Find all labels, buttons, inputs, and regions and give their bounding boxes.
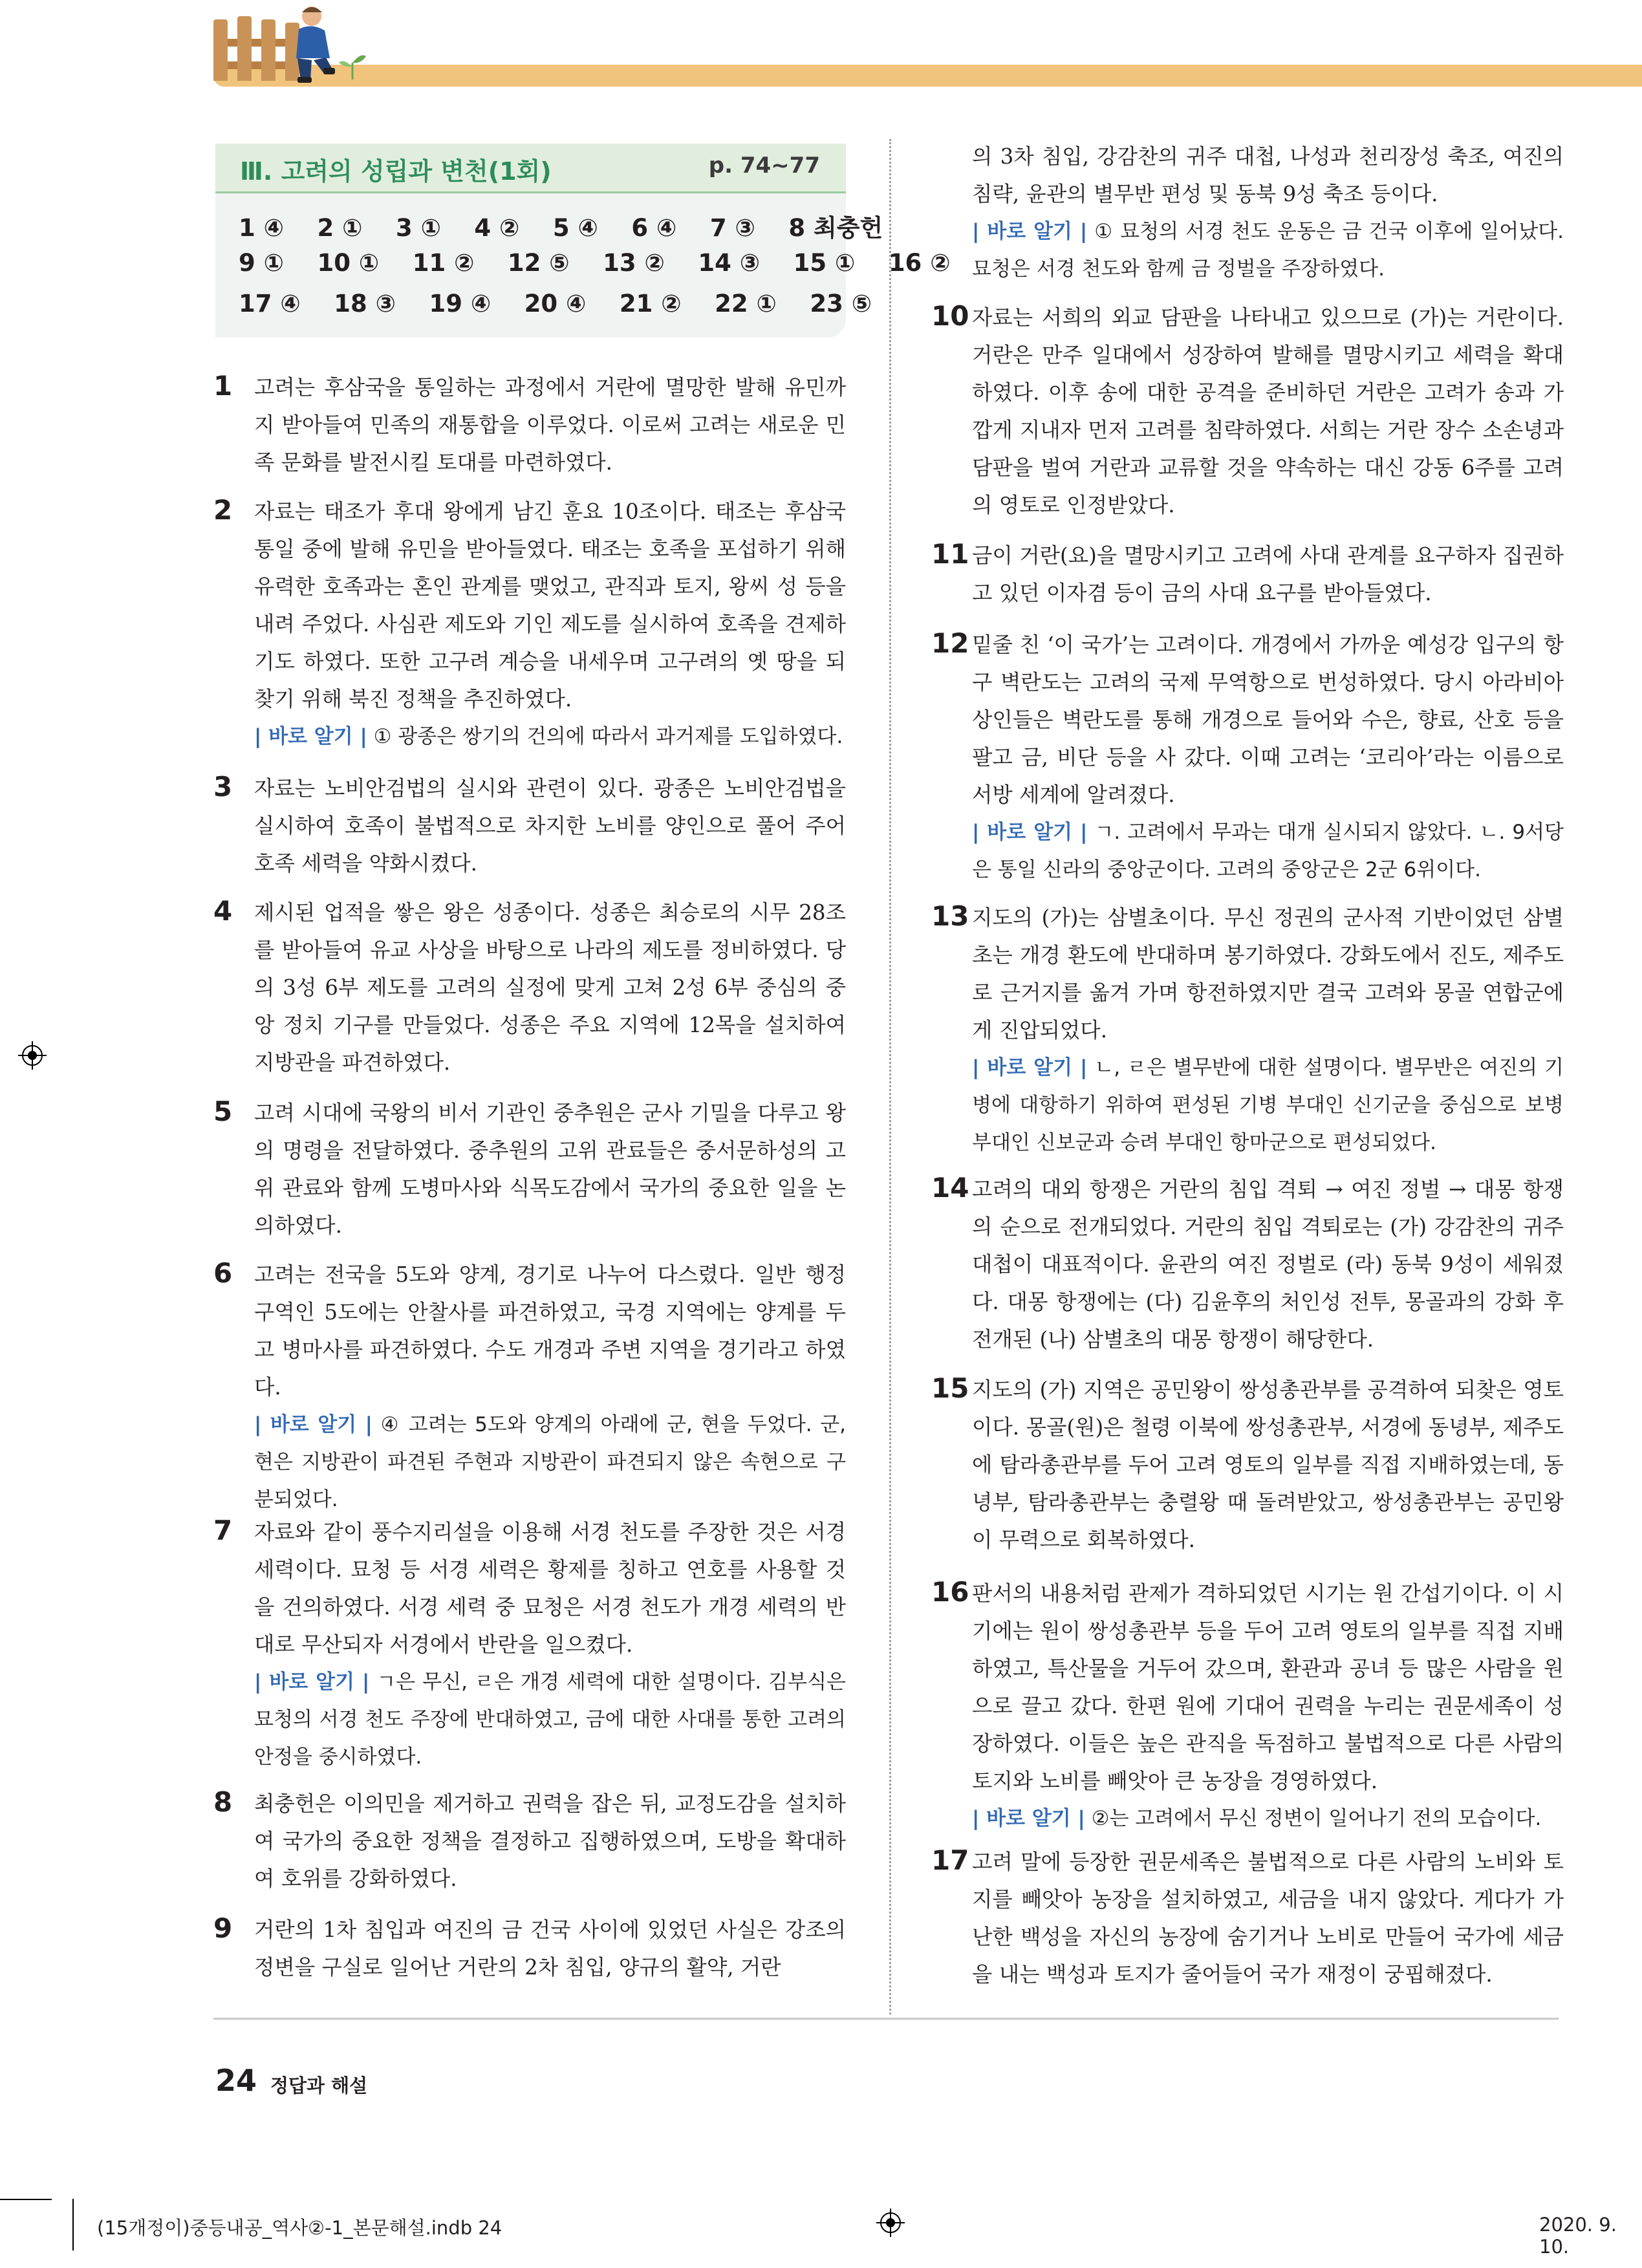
page-range: p. 74~77: [708, 153, 820, 178]
note-label: | 바로 알기 |: [254, 725, 367, 748]
note-text: ②는 고려에서 무신 정변이 일어나기 전의 모습이다.: [1091, 1807, 1542, 1830]
item-text: 지도의 (가) 지역은 공민왕이 쌍성총관부를 공격하여 되찾은 영토이다. 몽골(원)은 철령 이북에 쌍성총관부, 서경에 동녕부, 제주도에 탐라총관부를 두어 고려 영토의 일부를 직접 지배하였는데, 동녕부, 탐라총관부는 충렬왕 때 돌려받았고, 쌍성총관부는 공민왕이 무력으로 회복하였다.: [972, 1377, 1564, 1552]
print-date: 2020. 9. 10.: [1539, 2214, 1617, 2258]
note-label: | 바로 알기 |: [254, 1670, 370, 1694]
item-text: 거란의 1차 침입과 여진의 금 건국 사이에 있었던 사실은 강조의 정변을 구실로 일어난 거란의 2차 침입, 양규의 활약, 거란: [254, 1917, 846, 1980]
item-text: 고려는 후삼국을 통일하는 과정에서 거란에 멸망한 발해 유민까지 받아들여 민족의 재통합을 이루었다. 이로써 고려는 새로운 민족 문화를 발전시킬 토대를 마련하였다.: [254, 375, 846, 475]
item-number: 1: [213, 370, 233, 402]
item-number: 6: [213, 1257, 233, 1289]
item-number: 8: [213, 1786, 233, 1818]
note-label: | 바로 알기 |: [972, 821, 1088, 844]
item-text: 지도의 (가)는 삼별초이다. 무신 정권의 군사적 기반이었던 삼별초는 개경 환도에 반대하며 봉기하였다. 강화도에서 진도, 제주도로 근거지를 옮겨 가며 항전하였지만 결국 고려와 몽골 연합군에게 진압되었다.: [972, 905, 1564, 1042]
item-text: 고려는 전국을 5도와 양계, 경기로 나누어 다스렸다. 일반 행정 구역인 5도에는 안찰사를 파견하였고, 국경 지역에는 양계를 두고 병마사를 파견하였다. 수도 개경과 주변 지역을 경기라고 하였다.: [254, 1262, 846, 1399]
note-label: | 바로 알기 |: [254, 1413, 373, 1436]
item-text: 금이 거란(요)을 멸망시키고 고려에 사대 관계를 요구하자 집권하고 있던 이자겸 등이 금의 사대 요구를 받아들였다.: [972, 543, 1564, 605]
column-divider: [889, 139, 891, 2014]
print-slug: (15개정이)중등내공_역사②-1_본문해설.indb 24: [97, 2217, 502, 2239]
item-number: 13: [931, 900, 969, 932]
item-number: 3: [213, 771, 233, 803]
note-text: ④ 고려는 5도와 양계의 아래에 군, 현을 두었다. 군, 현은 지방관이 파견된 주현과 지방관이 파견되지 않은 속현으로 구분되었다.: [254, 1413, 846, 1511]
item-number: 5: [213, 1096, 233, 1127]
item-text: 고려 말에 등장한 권문세족은 불법적으로 다른 사람의 노비와 토지를 빼앗아 농장을 설치하였고, 세금을 내지 않았다. 게다가 가난한 백성을 자신의 농장에 숨기거나 노비로 만들어 국가에 세금을 내는 백성과 토지가 줄어들어 국가 재정이 궁핍해졌다.: [972, 1850, 1564, 1987]
item-number: 9: [213, 1912, 233, 1944]
item-number: 2: [213, 494, 233, 526]
note-text: ㄱ은 무신, ㄹ은 개경 세력에 대한 설명이다. 김부식은 묘청의 서경 천도 주장에 반대하였고, 금에 대한 사대를 통한 고려의 안정을 중시하였다.: [254, 1670, 846, 1769]
note-text: ① 묘청의 서경 천도 운동은 금 건국 이후에 일어났다. 묘청은 서경 천도와 함께 금 정벌을 주장하였다.: [972, 220, 1564, 281]
item-text: 고려 시대에 국왕의 비서 기관인 중추원은 군사 기밀을 다루고 왕의 명령을 전달하였다. 중추원의 고위 관료들은 중서문하성의 고위 관료와 함께 도병마사와 식목도감에서 국가의 중요한 일을 논의하였다.: [254, 1101, 846, 1238]
item-text: 제시된 업적을 쌓은 왕은 성종이다. 성종은 최승로의 시무 28조를 받아들여 유교 사상을 바탕으로 나라의 제도를 정비하였다. 당의 3성 6부 제도를 고려의 실정에 맞게 고쳐 2성 6부 중심의 중앙 정치 기구를 만들었다. 성종은 주요 지역에 12목을 설치하여 지방관을 파견하였다.: [254, 900, 846, 1075]
page-number: 24: [215, 2063, 257, 2098]
page-label: 정답과 해설: [270, 2075, 368, 2097]
note-text: ① 광종은 쌍기의 건의에 따라서 과거제를 도입하였다.: [373, 725, 843, 748]
crop-mark: [0, 2199, 52, 2200]
note-text: ㄱ. 고려에서 무과는 대개 실시되지 않았다. ㄴ. 9서당은 통일 신라의 중앙군이다. 고려의 중앙군은 2군 6위이다.: [972, 821, 1564, 881]
note-label: | 바로 알기 |: [972, 1056, 1088, 1079]
item-number: 12: [931, 627, 969, 659]
note-label: | 바로 알기 |: [972, 220, 1088, 243]
item-text: 판서의 내용처럼 관제가 격하되었던 시기는 원 간섭기이다. 이 시기에는 원이 쌍성총관부 등을 두어 고려 영토의 일부를 직접 지배하였고, 특산물을 거두어 갔으며, 환관과 공녀 등 많은 사람을 원으로 끌고 갔다. 한편 원에 기대어 권력을 누리는 권문세족이 성장하였다. 이들은 높은 관직을 독점하고 불법적으로 다른 사람의 토지와 노비를 빼앗아 큰 농장을 경영하였다.: [972, 1581, 1564, 1793]
item-number: 17: [931, 1844, 969, 1876]
item-number: 11: [931, 538, 969, 570]
item-text: 최충헌은 이의민을 제거하고 권력을 잡은 뒤, 교정도감을 설치하여 국가의 중요한 정책을 결정하고 집행하였으며, 도방을 확대하여 호위를 강화하였다.: [254, 1791, 846, 1891]
answer-row-1: 1 ④ 2 ① 3 ① 4 ② 5 ④ 6 ④ 7 ③ 8 최충헌: [239, 214, 883, 242]
item-text: 자료는 서희의 외교 담판을 나타내고 있으므로 (가)는 거란이다. 거란은 만주 일대에서 성장하여 발해를 멸망시키고 세력을 확대하였다. 이후 송에 대한 공격을 준비하던 거란은 고려가 송과 가깝게 지내자 먼저 고려를 침략하였다. 서희는 거란 장수 소손녕과 담판을 벌여 거란과 교류할 것을 약속하는 대신 강동 6주를 고려의 영토로 인정받았다.: [972, 305, 1564, 517]
item-number: 4: [213, 895, 233, 927]
item-number: 14: [931, 1172, 969, 1204]
registration-mark-icon: [18, 1041, 47, 1070]
item-number: 10: [931, 300, 969, 332]
sprout-icon: [336, 49, 369, 81]
answer-key-header: [215, 144, 846, 193]
item-text: 의 3차 침입, 강감찬의 귀주 대첩, 나성과 천리장성 축조, 여진의 침략, 윤관의 별무반 편성 및 동북 9성 축조 등이다.: [972, 144, 1564, 206]
item-text: 밑줄 친 ‘이 국가’는 고려이다. 개경에서 가까운 예성강 입구의 항구 벽란도는 고려의 국제 무역항으로 번성하였다. 당시 아라비아 상인들은 벽란도를 통해 개경으로 들어와 수은, 향료, 산호 등을 팔고 금, 비단 등을 사 갔다. 이때 고려는 ‘코리아’라는 이름으로 서방 세계에 알려졌다.: [972, 632, 1564, 807]
registration-mark-icon: [876, 2209, 905, 2237]
header-bar: [213, 65, 1642, 87]
item-number: 15: [931, 1372, 969, 1404]
item-text: 자료는 태조가 후대 왕에게 남긴 훈요 10조이다. 태조는 후삼국 통일 중에 발해 유민을 받아들였다. 태조는 호족을 포섭하기 위해 유력한 호족과는 혼인 관계를 맺었고, 관직과 토지, 왕씨 성 등을 내려 주었다. 사심관 제도와 기인 제도를 실시하여 호족을 견제하기도 하였다. 또한 고구려 계승을 내세우며 고구려의 옛 땅을 되찾기 위해 북진 정책을 추진하였다.: [254, 499, 846, 711]
section-title: Ⅲ. 고려의 성립과 변천(1회): [240, 157, 552, 186]
footer-rule: [213, 2018, 1559, 2020]
answer-row-3: 17 ④ 18 ③ 19 ④ 20 ④ 21 ② 22 ① 23 ⑤: [239, 290, 872, 318]
note-text: ㄴ, ㄹ은 별무반에 대한 설명이다. 별무반은 여진의 기병에 대항하기 위하여 편성된 기병 부대인 신기군을 중심으로 보병 부대인 신보군과 승려 부대인 항마군으로 편성되었다.: [972, 1056, 1564, 1154]
item-number: 16: [931, 1576, 969, 1608]
item-text: 자료는 노비안검법의 실시와 관련이 있다. 광종은 노비안검법을 실시하여 호족이 불법적으로 차지한 노비를 양인으로 풀어 주어 호족 세력을 약화시켰다.: [254, 776, 846, 876]
crop-mark: [72, 2199, 74, 2251]
answer-row-2: 9 ① 10 ① 11 ② 12 ⑤ 13 ② 14 ③ 15 ① 16 ②: [239, 249, 951, 277]
item-text: 자료와 같이 풍수지리설을 이용해 서경 천도를 주장한 것은 서경 세력이다. 묘청 등 서경 세력은 황제를 칭하고 연호를 사용할 것을 건의하였다. 서경 세력 중 묘청은 서경 천도가 개경 세력의 반대로 무산되자 서경에서 반란을 일으켰다.: [254, 1520, 846, 1657]
item-number: 7: [213, 1515, 233, 1546]
note-label: | 바로 알기 |: [972, 1807, 1085, 1830]
item-text: 고려의 대외 항쟁은 거란의 침입 격퇴 → 여진 정벌 → 대몽 항쟁의 순으로 전개되었다. 거란의 침입 격퇴로는 (가) 강감찬의 귀주 대첩이 대표적이다. 윤관의 여진 정벌로 (라) 동북 9성이 세워졌다. 대몽 항쟁에는 (다) 김윤후의 처인성 전투, 몽골과의 강화 후 전개된 (나) 삼별초의 대몽 항쟁이 해당한다.: [972, 1177, 1564, 1352]
